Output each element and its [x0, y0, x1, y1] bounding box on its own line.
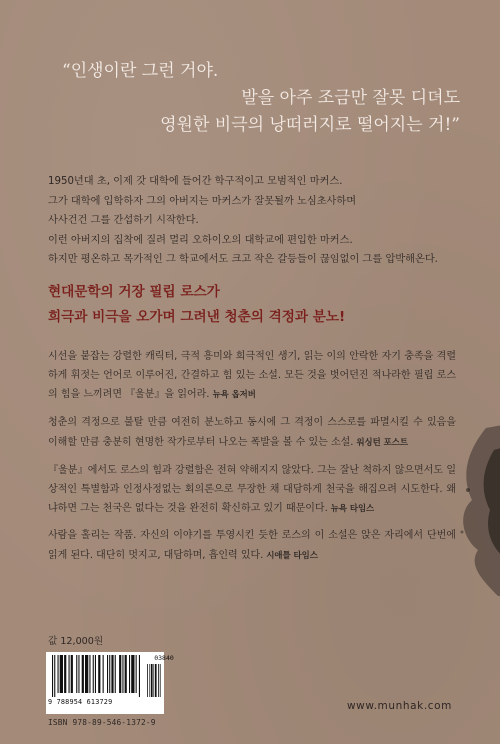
review-block	[48, 414, 456, 452]
synopsis-line: 이런 아버지의 집착에 질려 멀리 오하이오의 대학교에 편입한 마커스.	[48, 234, 353, 246]
barcode-addon-number: 03840	[154, 654, 174, 662]
quote-line-3: 영원한 비극의 낭떠러지로 떨어지는 거!”	[160, 115, 460, 135]
review-block	[48, 527, 456, 565]
pull-quote	[40, 58, 460, 139]
publisher-url: www.munhak.com	[346, 700, 452, 712]
review-text: 시선을 붙잡는 강렬한 캐릭터, 극적 흥미와 희극적인 생기, 읽는 이의 안락한 자기 충족을 격렬하게 휘젓는 언어로 이루어진, 간결하고 힘 있는 소설. 모든 것을 벗어던진 적나라한 필립 로스의 힘을 느끼려면 『울분』을 읽어라.	[48, 351, 456, 401]
review-source: 뉴욕 옵저버	[212, 389, 256, 400]
barcode-ean-number: 9 788954 613729	[48, 698, 113, 706]
tagline	[48, 280, 470, 330]
synopsis	[48, 172, 460, 270]
price-label: 값 12,000원	[48, 636, 104, 647]
synopsis-line: 그가 대학에 입학하자 그의 아버지는 마커스가 잘못될까 노심초사하며	[48, 195, 357, 207]
synopsis-line: 사사건건 그를 간섭하기 시작한다.	[48, 215, 199, 227]
quote-line-2: 발을 아주 조금만 잘못 디뎌도	[241, 88, 460, 108]
review-text: 사람을 홀리는 작품. 자신의 이야기를 투영시킨 듯한 로스의 이 소설은 앉은 자리에서 단번에 읽게 된다. 대단히 멋지고, 대담하며, 흡인력 있다.	[48, 530, 456, 561]
isbn-text: ISBN 978-89-546-1372-9	[48, 718, 156, 727]
review-source: 시애틀 타임스	[266, 549, 318, 560]
synopsis-line: 하지만 평온하고 목가적인 그 학교에서도 크고 작은 갈등들이 끊임없이 그를 압박해온다.	[48, 254, 438, 266]
review-text: 청춘의 격정으로 불탈 만큼 여전히 분노하고 동시에 그 격정이 스스로를 파멸시킬 수 있음을 이해할 만큼 충분히 현명한 작가로부터 나오는 폭발을 볼 수 있는 소설.	[48, 417, 456, 448]
review-source: 워싱턴 포스트	[356, 436, 408, 447]
synopsis-line: 1950년대 초, 이제 갓 대학에 들어간 학구적이고 모범적인 마커스.	[48, 176, 343, 187]
review-text: 『울분』에서도 로스의 힘과 강렬함은 전혀 약해지지 않았다. 그는 잘난 척하지 않으면서도 일상적인 특별함과 인정사정없는 회의론으로 무장한 채 대담하게 천국을 해집으려 시도한다. 왜냐하면 그는 천국은 없다는 것을 완전히 확신하고 있기 때문이다.	[48, 465, 456, 515]
quote-line-1: “인생이란 그런 거야.	[62, 61, 219, 81]
review-block	[48, 348, 456, 405]
tagline-line-2: 희극과 비극을 오가며 그려낸 청춘의 격정과 분노!	[48, 309, 346, 325]
review-block	[48, 462, 456, 519]
isbn-barcode	[46, 652, 174, 714]
review-source: 뉴욕 타임스	[330, 503, 375, 514]
tagline-line-1: 현대문학의 거장 필립 로스가	[48, 284, 220, 300]
